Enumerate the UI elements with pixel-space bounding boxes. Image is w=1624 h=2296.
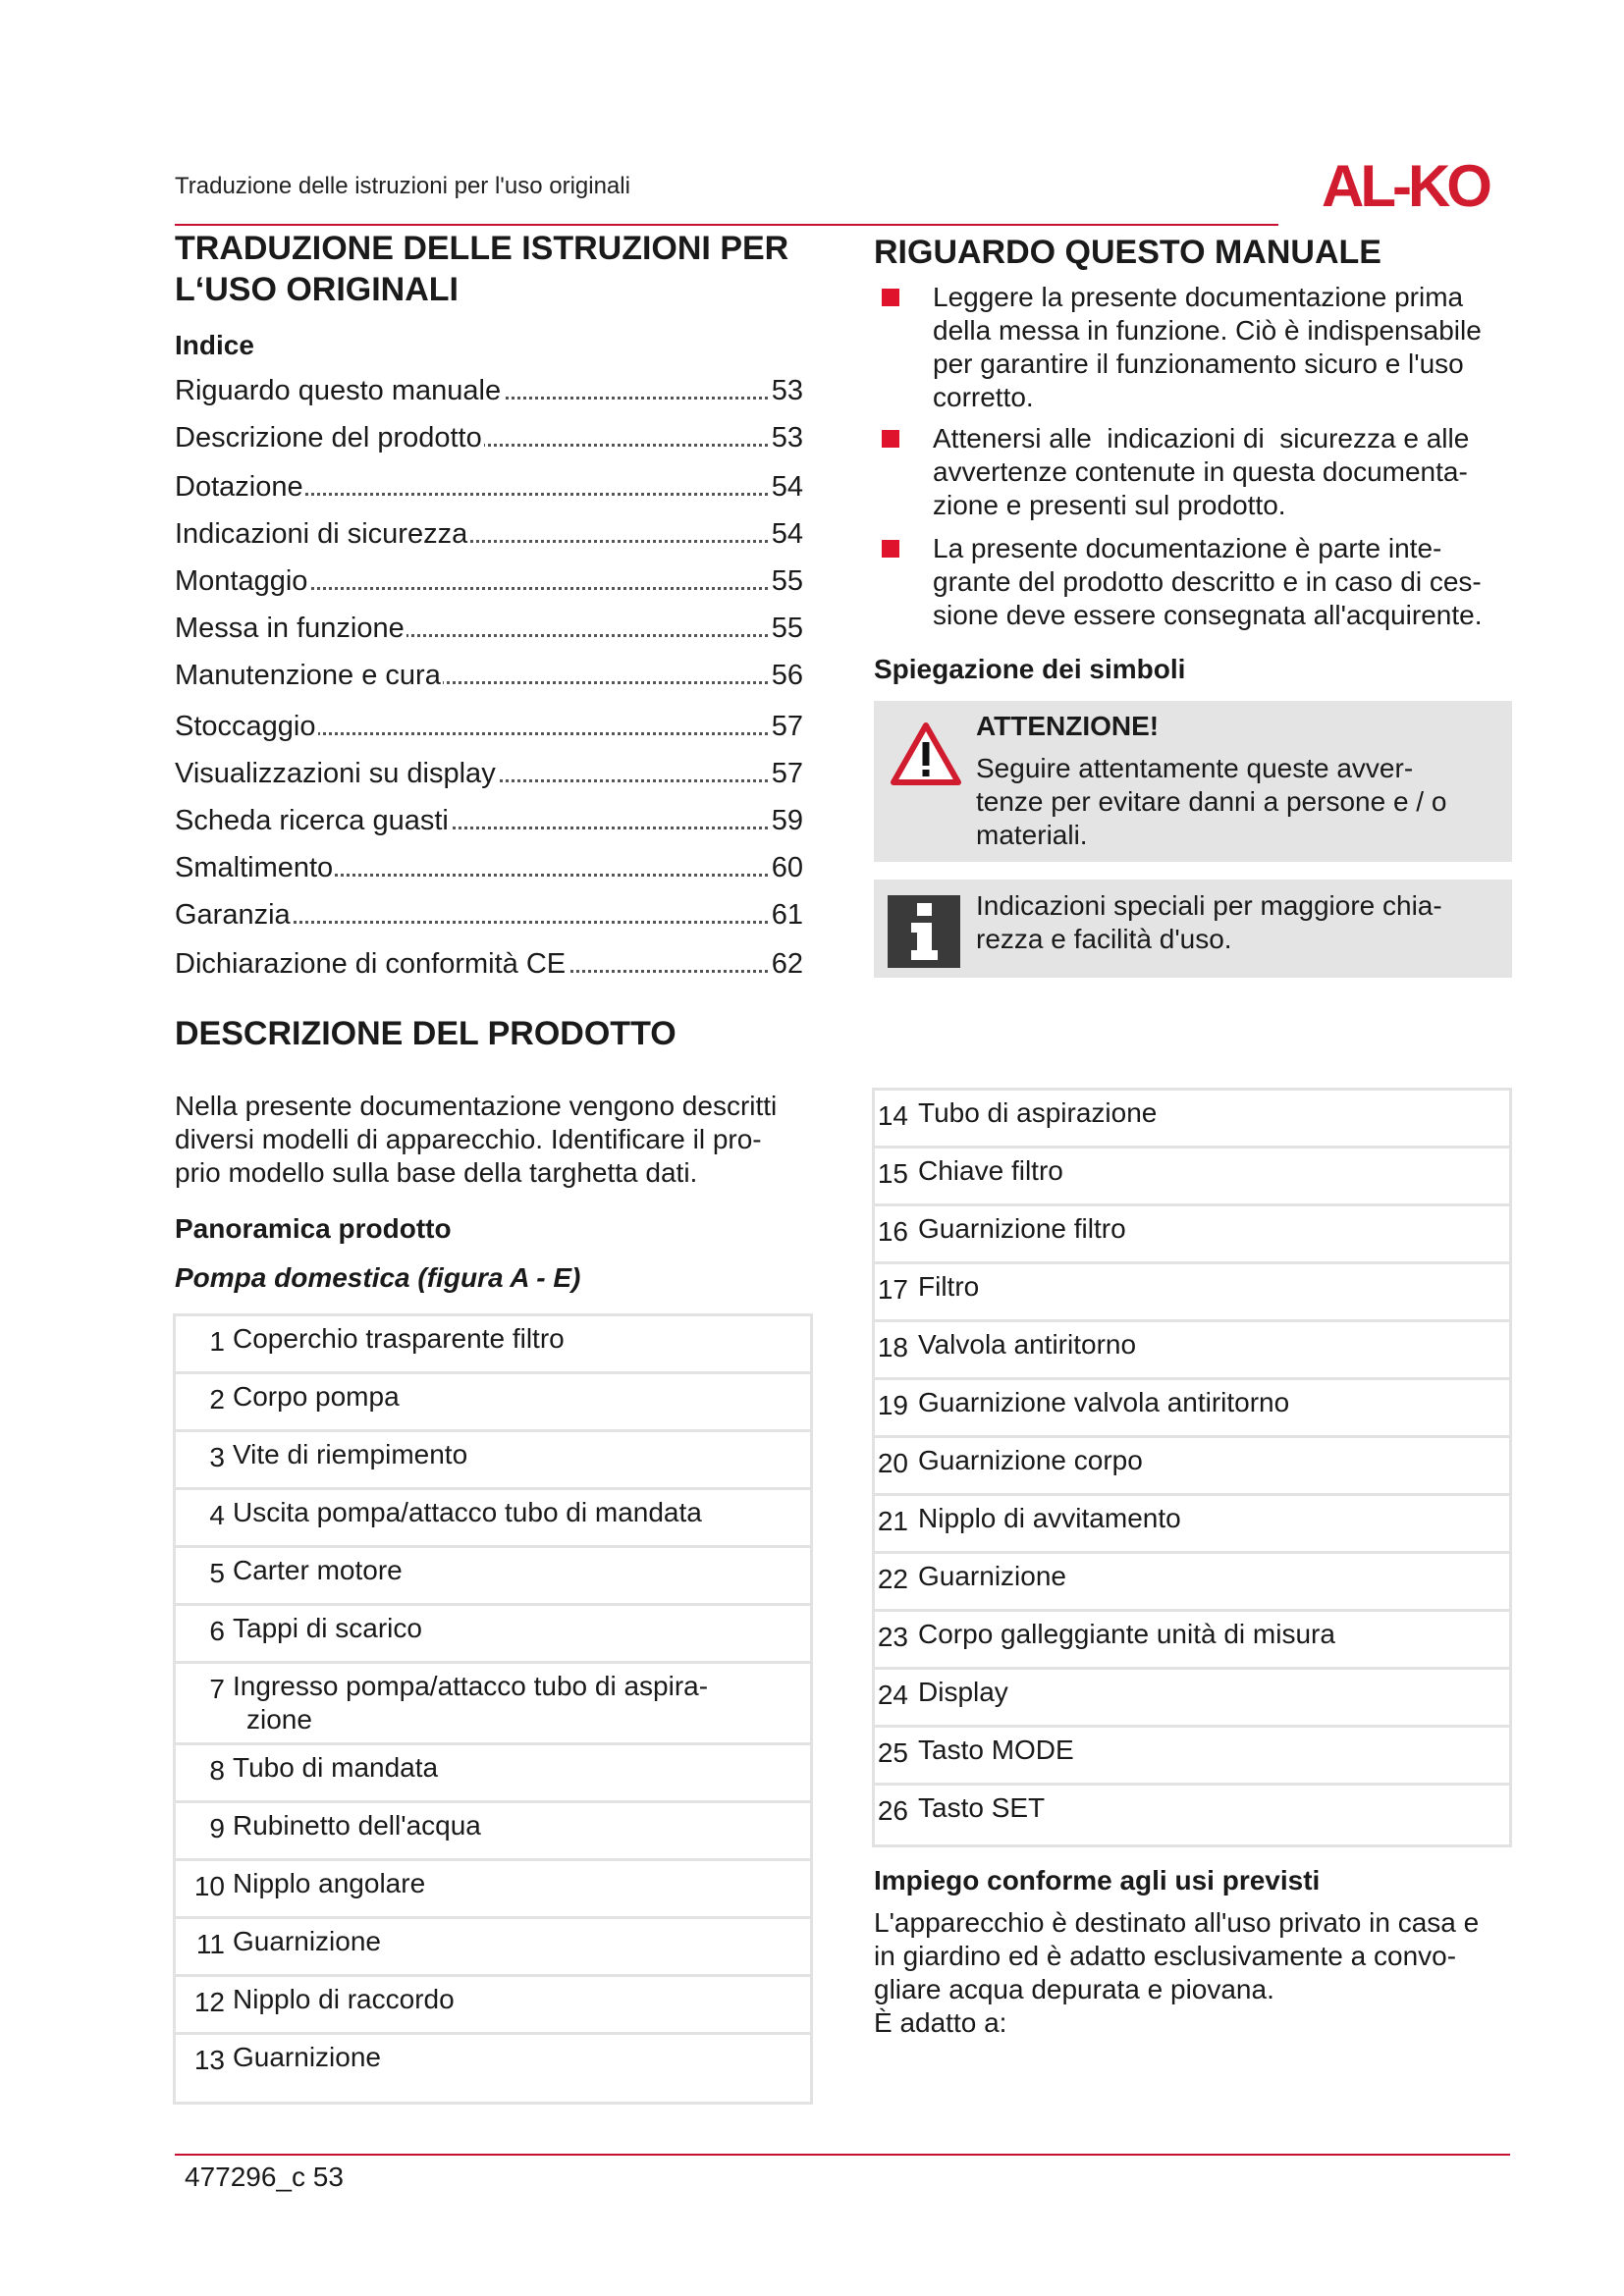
part-number: 5 — [209, 1558, 225, 1588]
toc-page: 54 — [771, 518, 803, 550]
part-description: Carter motore — [233, 1555, 403, 1585]
warning-text: Seguire attentamente queste avver- tenze per evitare danni a persone e / o materiali. — [976, 753, 1447, 850]
part-number: 26 — [877, 1795, 908, 1826]
table-row — [875, 1554, 1509, 1612]
table-row — [176, 1919, 810, 1977]
part-number: 9 — [209, 1813, 225, 1843]
toc-label: Scheda ricerca guasti — [175, 805, 449, 836]
symbols-heading: Spiegazione dei simboli — [874, 654, 1186, 684]
manual-heading: RIGUARDO QUESTO MANUALE — [874, 234, 1381, 271]
warning-title: ATTENZIONE! — [976, 711, 1160, 741]
pump-heading: Pompa domestica (figura A - E) — [175, 1262, 581, 1293]
toc-page: 62 — [771, 948, 803, 980]
toc-entry — [175, 658, 803, 693]
toc-page: 55 — [771, 613, 803, 644]
toc-label: Dotazione — [175, 471, 303, 503]
bullet-marker — [882, 289, 899, 306]
part-number: 24 — [877, 1680, 908, 1710]
toc-label: Dichiarazione di conformità CE — [175, 948, 567, 980]
product-description: Nella presente documentazione vengono descritti diversi modelli di apparecchio. Identificare il pro- prio modello sulla base della targhetta dati. — [175, 1091, 778, 1188]
table-row — [875, 1380, 1509, 1438]
bullet-line: grante del prodotto descritto e in caso di ces- — [933, 566, 1482, 597]
part-number: 21 — [877, 1506, 908, 1536]
toc-label: Stoccaggio — [175, 711, 316, 742]
parts-table-right — [872, 1088, 1512, 1847]
part-number: 16 — [877, 1216, 908, 1247]
bullet-text — [933, 532, 1522, 632]
part-description: Tubo di aspirazione — [918, 1097, 1158, 1128]
toc-label: Visualizzazioni su display — [175, 758, 496, 789]
part-number: 10 — [193, 1871, 225, 1901]
table-row — [176, 1374, 810, 1432]
part-number: 15 — [877, 1158, 908, 1189]
part-number: 12 — [193, 1987, 225, 2017]
table-row — [176, 1490, 810, 1548]
bullet-line: sione deve essere consegnata all'acquirente. — [933, 600, 1483, 630]
part-description: Nipplo di avvitamento — [918, 1503, 1181, 1533]
part-number: 4 — [209, 1500, 225, 1530]
toc-label: Descrizione del prodotto — [175, 422, 482, 454]
part-description: Corpo pompa — [233, 1381, 400, 1412]
bullet-line: Leggere la presente documentazione prima — [933, 282, 1464, 312]
bullet-marker — [882, 540, 899, 558]
part-description: Coperchio trasparente filtro — [233, 1323, 565, 1354]
bullet-line: Attenersi alle indicazioni di sicurezza e alle — [933, 423, 1470, 454]
part-number: 2 — [209, 1384, 225, 1415]
part-description: Corpo galleggiante unità di misura — [918, 1619, 1335, 1649]
toc-label: Smaltimento — [175, 852, 334, 883]
table-row — [875, 1612, 1509, 1670]
part-number: 17 — [877, 1274, 908, 1305]
part-description: Filtro — [918, 1271, 980, 1302]
toc-label: Indicazioni di sicurezza — [175, 518, 468, 550]
toc-page: 60 — [771, 852, 803, 883]
toc-entry — [175, 803, 803, 838]
part-number: 7 — [209, 1674, 225, 1704]
bullet-line: zione e presenti sul prodotto. — [933, 490, 1286, 520]
bullet-line: La presente documentazione è parte inte- — [933, 533, 1442, 563]
page-footer: 477296_c 53 — [185, 2162, 344, 2192]
part-number: 11 — [195, 1929, 225, 1959]
part-description: Vite di riempimento — [233, 1439, 468, 1469]
part-number: 13 — [193, 2045, 225, 2075]
bullet-line: per garantire il funzionamento sicuro e l'uso — [933, 348, 1464, 379]
bullet-line: corretto. — [933, 382, 1034, 412]
table-row — [875, 1496, 1509, 1554]
table-row — [176, 1316, 810, 1374]
toc-page: 53 — [771, 375, 803, 406]
bullet-marker — [882, 430, 899, 448]
part-description: Nipplo angolare — [233, 1868, 426, 1898]
part-number: 14 — [877, 1100, 908, 1131]
part-number: 3 — [209, 1442, 225, 1472]
footer-divider — [175, 2154, 1510, 2156]
table-row — [176, 2035, 810, 2090]
alko-logo — [1298, 155, 1512, 216]
part-description: Tasto SET — [918, 1792, 1046, 1823]
toc-entry — [175, 897, 803, 933]
part-number: 18 — [877, 1332, 908, 1362]
part-description: Nipplo di raccordo — [233, 1984, 455, 2014]
table-row — [176, 1977, 810, 2035]
toc-entry — [175, 420, 803, 455]
part-description: Tappi di scarico — [233, 1613, 422, 1643]
part-description: Guarnizione valvola antiritorno — [918, 1387, 1290, 1417]
bullet-line: della messa in funzione. Ciò è indispensabile — [933, 315, 1482, 346]
part-number: 20 — [877, 1448, 908, 1478]
part-number: 22 — [877, 1564, 908, 1594]
part-number: 19 — [877, 1390, 908, 1420]
table-row — [176, 1745, 810, 1803]
toc-entry — [175, 563, 803, 599]
svg-text:AL-KO: AL-KO — [1322, 155, 1489, 216]
table-row — [176, 1548, 810, 1606]
toc-page: 59 — [771, 805, 803, 836]
bullet-line: avvertenze contenute in questa documenta- — [933, 456, 1468, 487]
toc-label: Messa in funzione — [175, 613, 405, 644]
parts-table-left — [173, 1313, 813, 2105]
table-row — [875, 1670, 1509, 1728]
product-heading: DESCRIZIONE DEL PRODOTTO — [175, 1015, 677, 1052]
part-number: 8 — [209, 1755, 225, 1786]
toc-entry — [175, 373, 803, 408]
use-heading: Impiego conforme agli usi previsti — [874, 1865, 1321, 1896]
table-row — [875, 1091, 1509, 1148]
part-description: Rubinetto dell'acqua — [233, 1810, 481, 1841]
toc-page: 53 — [771, 422, 803, 454]
toc-entry — [175, 516, 803, 552]
table-row — [875, 1786, 1509, 1839]
part-description: Guarnizione filtro — [918, 1213, 1126, 1244]
part-description: Uscita pompa/attacco tubo di mandata — [233, 1497, 702, 1527]
toc-entry — [175, 946, 803, 982]
use-text: L'apparecchio è destinato all'uso privato in casa e in giardino ed è adatto esclusivamente a convo- gliare acqua depurata e piovana. È adatto a: — [874, 1907, 1480, 2038]
part-description: Tubo di mandata — [233, 1752, 439, 1783]
table-row — [875, 1438, 1509, 1496]
toc-label: Garanzia — [175, 899, 291, 931]
table-row — [176, 1432, 810, 1490]
part-number: 25 — [877, 1737, 908, 1768]
table-row — [875, 1322, 1509, 1380]
toc-page: 61 — [771, 899, 803, 931]
warning-box — [874, 701, 1512, 862]
toc-entry — [175, 709, 803, 744]
table-row — [176, 1803, 810, 1861]
overview-heading: Panoramica prodotto — [175, 1213, 452, 1244]
index-heading: Indice — [175, 330, 254, 360]
part-description: Valvola antiritorno — [918, 1329, 1137, 1360]
bullet-text — [933, 422, 1522, 522]
toc-label: Montaggio — [175, 565, 308, 597]
part-description: Guarnizione — [918, 1561, 1066, 1591]
part-description: Chiave filtro — [918, 1155, 1063, 1186]
table-row — [875, 1728, 1509, 1786]
part-description: Guarnizione — [233, 1926, 381, 1956]
part-number: 1 — [209, 1326, 225, 1357]
header-divider — [175, 224, 1278, 226]
main-title: TRADUZIONE DELLE ISTRUZIONI PER L‘USO ORIGINALI — [175, 230, 789, 308]
table-row — [176, 1606, 810, 1664]
part-description: Ingresso pompa/attacco tubo di aspira- zione — [233, 1671, 709, 1735]
bullet-text — [933, 281, 1522, 414]
toc-entry — [175, 611, 803, 646]
info-text: Indicazioni speciali per maggiore chia- rezza e facilità d'uso. — [976, 890, 1442, 954]
toc-page: 57 — [771, 758, 803, 789]
toc-entry — [175, 756, 803, 791]
toc-label: Manutenzione e cura — [175, 660, 441, 691]
table-row — [875, 1264, 1509, 1322]
part-number: 6 — [209, 1616, 225, 1646]
part-description: Guarnizione corpo — [918, 1445, 1143, 1475]
toc-entry — [175, 469, 803, 505]
part-description: Display — [918, 1677, 1008, 1707]
toc-page: 54 — [771, 471, 803, 503]
table-row — [176, 1861, 810, 1919]
header-title: Traduzione delle istruzioni per l'uso originali — [175, 173, 630, 199]
table-row — [875, 1148, 1509, 1206]
part-number: 23 — [877, 1622, 908, 1652]
info-box — [874, 880, 1512, 978]
toc-page: 56 — [771, 660, 803, 691]
toc-entry — [175, 850, 803, 885]
table-row — [875, 1206, 1509, 1264]
part-description: Tasto MODE — [918, 1735, 1074, 1765]
toc-page: 57 — [771, 711, 803, 742]
info-icon — [888, 895, 960, 968]
warning-icon — [890, 721, 962, 792]
toc-label: Riguardo questo manuale — [175, 375, 502, 406]
part-description: Guarnizione — [233, 2042, 381, 2072]
toc-page: 55 — [771, 565, 803, 597]
table-row — [176, 1664, 810, 1745]
